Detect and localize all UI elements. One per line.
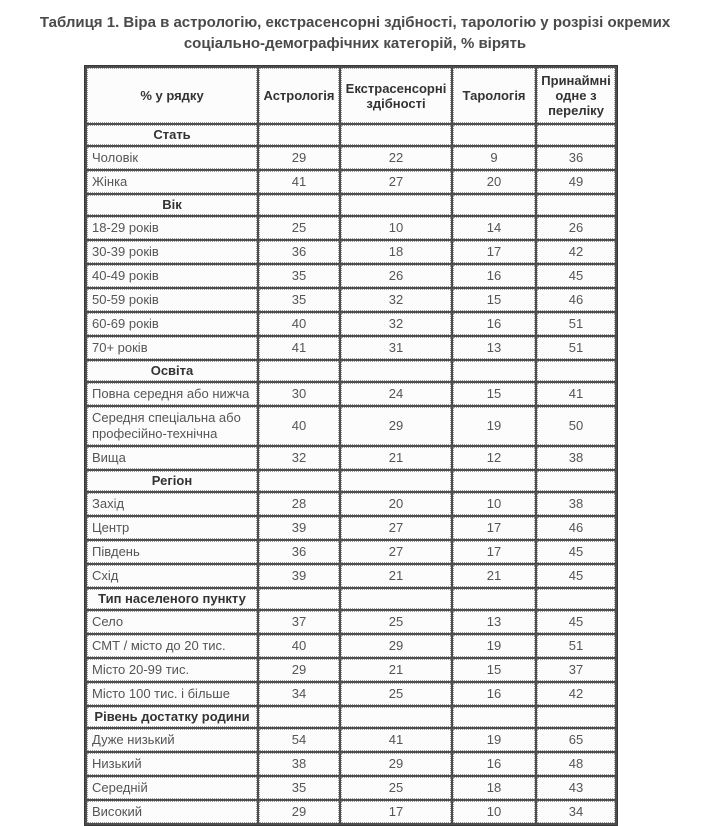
value-cell: 19: [453, 729, 535, 751]
value-cell: 43: [537, 777, 615, 799]
value-cell: 15: [453, 289, 535, 311]
table-row: [87, 635, 615, 657]
value-cell: 19: [453, 635, 535, 657]
value-cell: 38: [259, 753, 339, 775]
value-cell: 36: [259, 241, 339, 263]
value-cell: 34: [259, 683, 339, 705]
value-cell: 17: [341, 801, 451, 823]
value-cell: 38: [537, 447, 615, 469]
data-table: [84, 65, 618, 826]
value-cell: 40: [259, 407, 339, 445]
section-label: Тип населеного пункту: [87, 589, 257, 609]
value-cell: 49: [537, 171, 615, 193]
value-cell: 51: [537, 313, 615, 335]
value-cell: 37: [537, 659, 615, 681]
table-row: [87, 383, 615, 405]
value-cell: 17: [453, 241, 535, 263]
row-label: Повна середня або нижча: [87, 383, 257, 405]
value-cell: 10: [453, 801, 535, 823]
empty-cell: [341, 125, 451, 145]
row-label: Місто 100 тис. і більше: [87, 683, 257, 705]
value-cell: 25: [341, 611, 451, 633]
value-cell: 45: [537, 541, 615, 563]
value-cell: 31: [341, 337, 451, 359]
value-cell: 30: [259, 383, 339, 405]
value-cell: 46: [537, 289, 615, 311]
value-cell: 10: [453, 493, 535, 515]
value-cell: 20: [453, 171, 535, 193]
value-cell: 29: [259, 147, 339, 169]
row-label: Вища: [87, 447, 257, 469]
row-label: Низький: [87, 753, 257, 775]
value-cell: 35: [259, 289, 339, 311]
table-row: [87, 265, 615, 287]
value-cell: 29: [259, 659, 339, 681]
empty-cell: [341, 589, 451, 609]
column-header-tarology: Тарологія: [453, 68, 535, 123]
value-cell: 20: [341, 493, 451, 515]
empty-cell: [453, 471, 535, 491]
section-header-row: [87, 195, 615, 215]
value-cell: 65: [537, 729, 615, 751]
value-cell: 22: [341, 147, 451, 169]
empty-cell: [259, 195, 339, 215]
table-row: [87, 659, 615, 681]
value-cell: 16: [453, 313, 535, 335]
value-cell: 9: [453, 147, 535, 169]
row-label: Центр: [87, 517, 257, 539]
value-cell: 25: [341, 777, 451, 799]
value-cell: 27: [341, 171, 451, 193]
row-label: Середній: [87, 777, 257, 799]
section-label: Регіон: [87, 471, 257, 491]
table-row: [87, 493, 615, 515]
table-row: [87, 729, 615, 751]
value-cell: 51: [537, 635, 615, 657]
value-cell: 25: [259, 217, 339, 239]
section-header-row: [87, 589, 615, 609]
empty-cell: [537, 707, 615, 727]
value-cell: 15: [453, 383, 535, 405]
empty-cell: [453, 125, 535, 145]
value-cell: 41: [259, 337, 339, 359]
value-cell: 21: [341, 447, 451, 469]
value-cell: 18: [453, 777, 535, 799]
section-header-row: [87, 125, 615, 145]
value-cell: 28: [259, 493, 339, 515]
table-row: [87, 683, 615, 705]
table-row: [87, 753, 615, 775]
value-cell: 21: [341, 659, 451, 681]
empty-cell: [341, 707, 451, 727]
value-cell: 50: [537, 407, 615, 445]
value-cell: 39: [259, 517, 339, 539]
empty-cell: [453, 361, 535, 381]
table-row: [87, 517, 615, 539]
value-cell: 16: [453, 265, 535, 287]
row-label: Село: [87, 611, 257, 633]
section-header-row: [87, 361, 615, 381]
section-label: Стать: [87, 125, 257, 145]
empty-cell: [341, 195, 451, 215]
value-cell: 24: [341, 383, 451, 405]
value-cell: 40: [259, 313, 339, 335]
empty-cell: [537, 471, 615, 491]
table-header: [87, 68, 615, 123]
section-label: Рівень достатку родини: [87, 707, 257, 727]
table-body: [87, 125, 615, 823]
value-cell: 21: [453, 565, 535, 587]
value-cell: 35: [259, 777, 339, 799]
table-row: [87, 407, 615, 445]
row-label: Місто 20-99 тис.: [87, 659, 257, 681]
table-row: [87, 313, 615, 335]
empty-cell: [259, 125, 339, 145]
row-label: 40-49 років: [87, 265, 257, 287]
value-cell: 54: [259, 729, 339, 751]
row-label: Схід: [87, 565, 257, 587]
table-row: [87, 147, 615, 169]
value-cell: 27: [341, 517, 451, 539]
value-cell: 32: [259, 447, 339, 469]
row-label: 50-59 років: [87, 289, 257, 311]
table-row: [87, 801, 615, 823]
empty-cell: [537, 589, 615, 609]
empty-cell: [341, 361, 451, 381]
column-header-astrology: Астрологія: [259, 68, 339, 123]
empty-cell: [453, 195, 535, 215]
empty-cell: [537, 195, 615, 215]
table-row: [87, 289, 615, 311]
row-label: Високий: [87, 801, 257, 823]
value-cell: 42: [537, 683, 615, 705]
section-header-row: [87, 707, 615, 727]
value-cell: 13: [453, 611, 535, 633]
value-cell: 14: [453, 217, 535, 239]
row-label: 18-29 років: [87, 217, 257, 239]
value-cell: 21: [341, 565, 451, 587]
row-label: Південь: [87, 541, 257, 563]
table-row: [87, 611, 615, 633]
value-cell: 27: [341, 541, 451, 563]
value-cell: 51: [537, 337, 615, 359]
value-cell: 48: [537, 753, 615, 775]
row-label: 70+ років: [87, 337, 257, 359]
table-caption: Таблиця 1. Віра в астрологію, екстрасенсорні здібності, тарологію у розрізі окремих соціально-демографічних категорій, % вірять: [39, 14, 671, 52]
page: [0, 12, 710, 819]
row-label: СМТ / місто до 20 тис.: [87, 635, 257, 657]
value-cell: 29: [341, 635, 451, 657]
value-cell: 36: [259, 541, 339, 563]
value-cell: 46: [537, 517, 615, 539]
value-cell: 41: [341, 729, 451, 751]
row-label: Жінка: [87, 171, 257, 193]
value-cell: 10: [341, 217, 451, 239]
empty-cell: [341, 471, 451, 491]
value-cell: 35: [259, 265, 339, 287]
value-cell: 16: [453, 683, 535, 705]
table-row: [87, 541, 615, 563]
value-cell: 45: [537, 565, 615, 587]
value-cell: 19: [453, 407, 535, 445]
value-cell: 29: [341, 753, 451, 775]
column-header-at-least-one: Принаймні одне з переліку: [537, 68, 615, 123]
section-label: Освіта: [87, 361, 257, 381]
value-cell: 38: [537, 493, 615, 515]
value-cell: 15: [453, 659, 535, 681]
table-row: [87, 217, 615, 239]
header-row: [87, 68, 615, 123]
column-header-row-percent: % у рядку: [87, 68, 257, 123]
section-label: Вік: [87, 195, 257, 215]
table-row: [87, 171, 615, 193]
section-header-row: [87, 471, 615, 491]
empty-cell: [259, 361, 339, 381]
value-cell: 26: [537, 217, 615, 239]
value-cell: 13: [453, 337, 535, 359]
empty-cell: [537, 125, 615, 145]
value-cell: 29: [341, 407, 451, 445]
empty-cell: [537, 361, 615, 381]
value-cell: 26: [341, 265, 451, 287]
value-cell: 36: [537, 147, 615, 169]
value-cell: 41: [537, 383, 615, 405]
row-label: Чоловік: [87, 147, 257, 169]
row-label: 60-69 років: [87, 313, 257, 335]
value-cell: 17: [453, 541, 535, 563]
row-label: Середня спеціальна або професійно-технічна: [87, 407, 257, 445]
value-cell: 41: [259, 171, 339, 193]
empty-cell: [453, 589, 535, 609]
value-cell: 40: [259, 635, 339, 657]
value-cell: 39: [259, 565, 339, 587]
value-cell: 37: [259, 611, 339, 633]
value-cell: 29: [259, 801, 339, 823]
value-cell: 45: [537, 611, 615, 633]
table-row: [87, 447, 615, 469]
value-cell: 32: [341, 313, 451, 335]
value-cell: 42: [537, 241, 615, 263]
row-label: Захід: [87, 493, 257, 515]
table-row: [87, 565, 615, 587]
table-row: [87, 777, 615, 799]
value-cell: 12: [453, 447, 535, 469]
table-row: [87, 241, 615, 263]
column-header-extrasensory: Екстрасенсорні здібності: [341, 68, 451, 123]
value-cell: 25: [341, 683, 451, 705]
value-cell: 34: [537, 801, 615, 823]
empty-cell: [259, 707, 339, 727]
row-label: 30-39 років: [87, 241, 257, 263]
value-cell: 17: [453, 517, 535, 539]
value-cell: 16: [453, 753, 535, 775]
value-cell: 32: [341, 289, 451, 311]
empty-cell: [259, 589, 339, 609]
row-label: Дуже низький: [87, 729, 257, 751]
table-row: [87, 337, 615, 359]
empty-cell: [259, 471, 339, 491]
value-cell: 18: [341, 241, 451, 263]
value-cell: 45: [537, 265, 615, 287]
empty-cell: [453, 707, 535, 727]
